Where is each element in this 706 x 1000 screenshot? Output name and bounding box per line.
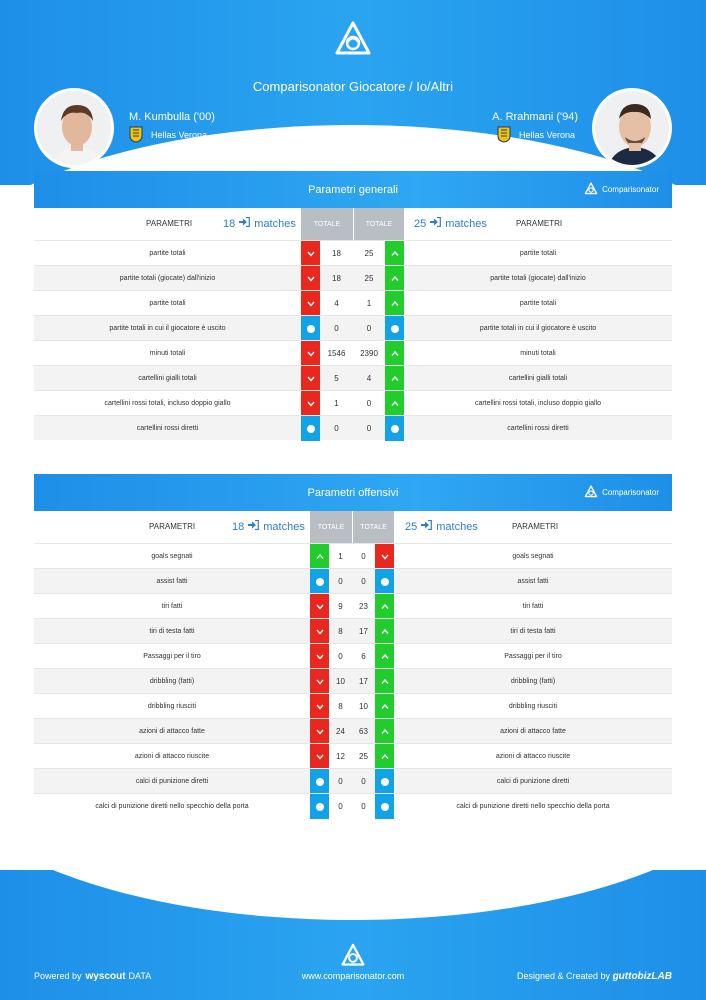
chevron-down-icon — [307, 251, 315, 257]
right-total-value: 2390 — [360, 349, 378, 358]
left-param-label: tiri fatti — [161, 603, 183, 610]
chevron-down-icon — [381, 554, 389, 560]
left-total-value: 18 — [332, 274, 341, 283]
left-param-label: cartellini rossi totali, incluso doppio giallo — [104, 400, 231, 407]
right-matches — [405, 520, 478, 533]
table-row — [34, 340, 672, 365]
left-param-label: cartellini gialli totali — [138, 375, 197, 382]
right-params-header: PARAMETRI — [512, 522, 559, 531]
left-lower-indicator — [310, 719, 329, 744]
table-row — [34, 290, 672, 315]
left-lower-indicator — [310, 619, 329, 644]
left-total-value: 8 — [338, 702, 343, 711]
chevron-up-icon — [316, 554, 324, 560]
left-params-header: PARAMETRI — [146, 219, 193, 228]
sign-in-arrow-icon — [239, 217, 250, 230]
left-matches-label: matches — [263, 520, 305, 533]
chevron-up-icon — [391, 376, 399, 382]
table-row — [34, 693, 672, 718]
chevron-down-icon — [316, 704, 324, 710]
right-param-label: partite totali — [519, 250, 557, 257]
dot-icon — [316, 578, 324, 586]
page-title: Comparisonator Giocatore / Io/Altri — [252, 79, 454, 94]
left-total-value: 0 — [338, 777, 343, 786]
chevron-up-icon — [391, 401, 399, 407]
chevron-down-icon — [316, 654, 324, 660]
left-player-club-label: Hellas Verona — [151, 129, 208, 140]
right-param-label: goals segnati — [512, 553, 554, 560]
table-row — [34, 593, 672, 618]
dot-icon — [391, 325, 399, 333]
left-param-label: azioni di attacco fatte — [139, 728, 205, 735]
left-lower-indicator — [310, 694, 329, 719]
params-table — [34, 543, 672, 818]
right-total-value: 23 — [359, 602, 368, 611]
right-higher-indicator — [385, 391, 404, 416]
table-header — [34, 208, 672, 240]
left-equal-indicator — [310, 769, 329, 794]
right-param-label: assist fatti — [517, 578, 549, 585]
footer-curve — [0, 870, 706, 920]
left-total-value: 9 — [338, 602, 343, 611]
left-total-value: 8 — [338, 627, 343, 636]
right-param-label: minuti totali — [520, 350, 556, 357]
left-param-label: Passaggi per il tiro — [143, 653, 201, 660]
chevron-down-icon — [316, 729, 324, 735]
dot-icon — [307, 425, 315, 433]
left-param-label: goals segnati — [151, 553, 193, 560]
comparisonator-logo-icon — [333, 20, 373, 60]
right-total-value: 0 — [366, 424, 372, 433]
designer-logo: guttobizLAB — [612, 971, 672, 982]
left-param-label: minuti totali — [149, 350, 186, 357]
dot-icon — [391, 425, 399, 433]
left-total-value: 24 — [336, 727, 345, 736]
left-param-label: dribbling riusciti — [147, 703, 197, 710]
section-title: Parametri offensivi — [307, 486, 399, 499]
table-row — [34, 668, 672, 693]
right-total-header: TOTALE — [353, 208, 404, 240]
left-total-header: TOTALE — [301, 208, 353, 240]
table-row — [34, 365, 672, 390]
chevron-up-icon — [381, 729, 389, 735]
section-header — [34, 474, 672, 511]
left-lower-indicator — [310, 644, 329, 669]
left-player-name: M. Kumbulla ('00) — [129, 111, 215, 123]
left-equal-indicator — [301, 316, 320, 341]
chevron-up-icon — [381, 679, 389, 685]
chevron-down-icon — [307, 376, 315, 382]
right-higher-indicator — [375, 744, 394, 769]
sign-in-arrow-icon — [430, 217, 441, 230]
left-total-value: 12 — [336, 752, 345, 761]
right-higher-indicator — [385, 341, 404, 366]
right-param-label: partite totali in cui il giocatore è uscito — [479, 325, 597, 332]
left-lower-indicator — [301, 291, 320, 316]
left-param-label: calci di punizione diretti — [135, 778, 209, 785]
left-equal-indicator — [310, 794, 329, 819]
right-player-club — [497, 126, 575, 143]
comparisonator-logo-icon — [584, 182, 598, 196]
right-matches-label: matches — [436, 520, 478, 533]
left-total-value: 5 — [334, 374, 339, 383]
chevron-down-icon — [307, 351, 315, 357]
chevron-down-icon — [316, 629, 324, 635]
provider-suffix: DATA — [128, 971, 152, 981]
left-total-value: 0 — [334, 324, 339, 333]
left-param-label: cartellini rossi diretti — [136, 425, 199, 432]
left-matches-count: 18 — [223, 217, 236, 230]
right-param-label: cartellini rossi totali, incluso doppio giallo — [474, 400, 602, 407]
left-total-value: 0 — [338, 577, 343, 586]
chevron-up-icon — [381, 704, 389, 710]
right-total-value: 6 — [361, 652, 366, 661]
right-param-label: calci di punizione diretti nello specchio della porta — [456, 803, 610, 810]
left-higher-indicator — [310, 544, 329, 569]
powered-by-label: Powered by — [34, 971, 82, 981]
comparisonator-brand — [584, 485, 659, 499]
dot-icon — [316, 778, 324, 786]
chevron-up-icon — [381, 754, 389, 760]
brand-label: Comparisonator — [602, 487, 659, 497]
right-player-avatar — [592, 88, 672, 168]
right-higher-indicator — [375, 719, 394, 744]
table-row — [34, 265, 672, 290]
footer-banner — [0, 870, 706, 1000]
right-lower-indicator — [375, 544, 394, 569]
table-row — [34, 568, 672, 593]
right-total-value: 63 — [359, 727, 368, 736]
right-params-header: PARAMETRI — [516, 219, 563, 228]
left-lower-indicator — [301, 241, 320, 266]
right-higher-indicator — [385, 266, 404, 291]
right-total-value: 0 — [361, 802, 366, 811]
right-total-value: 25 — [364, 274, 374, 283]
right-matches-label: matches — [445, 217, 487, 230]
left-total-value: 1 — [338, 552, 343, 561]
left-param-label: assist fatti — [156, 578, 188, 585]
chevron-down-icon — [307, 301, 315, 307]
designed-by — [517, 971, 672, 982]
left-params-header: PARAMETRI — [149, 522, 196, 531]
dot-icon — [381, 803, 389, 811]
left-param-label: partite totali — [149, 300, 186, 307]
right-total-value: 0 — [366, 324, 372, 333]
chevron-down-icon — [307, 401, 315, 407]
right-matches — [414, 217, 487, 230]
general-params-section — [34, 171, 672, 440]
designed-by-label: Designed & Created by — [516, 971, 611, 981]
left-total-value: 10 — [336, 677, 345, 686]
right-matches-count: 25 — [414, 217, 427, 230]
left-param-label: partite totali in cui il giocatore è uscito — [109, 325, 226, 332]
left-total-header: TOTALE — [310, 511, 352, 543]
right-param-label: azioni di attacco riuscite — [495, 753, 571, 760]
right-higher-indicator — [375, 644, 394, 669]
right-higher-indicator — [375, 594, 394, 619]
chevron-up-icon — [381, 604, 389, 610]
chevron-up-icon — [391, 251, 399, 257]
chevron-down-icon — [316, 754, 324, 760]
right-total-value: 0 — [361, 777, 366, 786]
right-param-label: cartellini gialli totali — [508, 375, 568, 382]
offensive-params-section — [34, 474, 672, 818]
left-player-avatar — [34, 88, 114, 168]
wyscout-logo: wyscout — [85, 971, 126, 982]
chevron-up-icon — [391, 351, 399, 357]
right-higher-indicator — [385, 291, 404, 316]
table-row — [34, 618, 672, 643]
left-lower-indicator — [301, 391, 320, 416]
website-link[interactable]: www.comparisonator.com — [301, 971, 405, 981]
right-higher-indicator — [385, 366, 404, 391]
right-higher-indicator — [375, 694, 394, 719]
chevron-up-icon — [381, 654, 389, 660]
right-matches-count: 25 — [405, 520, 418, 533]
left-equal-indicator — [301, 416, 320, 441]
left-param-label: azioni di attacco riuscite — [134, 753, 210, 760]
table-row — [34, 390, 672, 415]
right-param-label: dribbling riusciti — [508, 703, 558, 710]
left-equal-indicator — [310, 569, 329, 594]
right-player-club-label: Hellas Verona — [519, 129, 576, 140]
table-row — [34, 718, 672, 743]
section-header — [34, 171, 672, 208]
brand-label: Comparisonator — [602, 184, 659, 194]
left-lower-indicator — [301, 341, 320, 366]
right-higher-indicator — [375, 619, 394, 644]
right-total-value: 0 — [361, 577, 366, 586]
left-param-label: partite totali — [149, 250, 186, 257]
section-title: Parametri generali — [308, 183, 398, 196]
chevron-up-icon — [391, 301, 399, 307]
left-lower-indicator — [310, 669, 329, 694]
right-param-label: Passaggi per il tiro — [504, 653, 562, 660]
left-param-label: tiri di testa fatti — [149, 628, 195, 635]
right-equal-indicator — [375, 769, 394, 794]
chevron-down-icon — [316, 604, 324, 610]
dot-icon — [381, 778, 389, 786]
header-banner — [0, 0, 706, 185]
sign-in-arrow-icon — [248, 520, 259, 533]
left-total-value: 4 — [334, 299, 339, 308]
left-matches — [232, 520, 305, 533]
right-total-value: 0 — [366, 399, 372, 408]
left-param-label: calci di punizione diretti nello specchio della porta — [95, 803, 249, 810]
comparisonator-logo-icon — [584, 485, 598, 499]
left-matches-count: 18 — [232, 520, 245, 533]
right-player-name: A. Rrahmani ('94) — [492, 111, 578, 123]
right-param-label: partite totali (giocate) dall'inizio — [490, 275, 586, 282]
right-higher-indicator — [375, 669, 394, 694]
table-row — [34, 315, 672, 340]
right-total-value: 17 — [359, 627, 368, 636]
right-higher-indicator — [385, 241, 404, 266]
left-lower-indicator — [310, 744, 329, 769]
right-param-label: calci di punizione diretti — [496, 778, 570, 785]
table-header — [34, 511, 672, 543]
left-total-value: 0 — [338, 652, 343, 661]
table-row — [34, 768, 672, 793]
right-equal-indicator — [385, 416, 404, 441]
left-player-club — [129, 126, 207, 143]
right-total-header: TOTALE — [352, 511, 394, 543]
right-equal-indicator — [385, 316, 404, 341]
table-row — [34, 743, 672, 768]
chevron-up-icon — [381, 629, 389, 635]
params-table — [34, 240, 672, 440]
left-matches — [223, 217, 296, 230]
table-row — [34, 543, 672, 568]
right-param-label: dribbling (fatti) — [510, 678, 556, 685]
right-param-label: tiri di testa fatti — [510, 628, 556, 635]
right-param-label: partite totali — [519, 300, 557, 307]
dot-icon — [381, 578, 389, 586]
left-matches-label: matches — [254, 217, 296, 230]
right-equal-indicator — [375, 569, 394, 594]
left-total-value: 18 — [332, 249, 341, 258]
left-total-value: 0 — [334, 424, 339, 433]
table-row — [34, 240, 672, 265]
right-param-label: cartellini rossi diretti — [507, 425, 569, 432]
dot-icon — [307, 325, 315, 333]
right-total-value: 0 — [361, 552, 366, 561]
sign-in-arrow-icon — [421, 520, 432, 533]
left-lower-indicator — [301, 366, 320, 391]
dot-icon — [316, 803, 324, 811]
comparisonator-logo-icon — [340, 943, 366, 969]
right-total-value: 17 — [359, 677, 368, 686]
left-lower-indicator — [301, 266, 320, 291]
chevron-down-icon — [307, 276, 315, 282]
right-param-label: azioni di attacco fatte — [500, 728, 566, 735]
comparisonator-brand — [584, 182, 659, 196]
right-equal-indicator — [375, 794, 394, 819]
chevron-up-icon — [391, 276, 399, 282]
left-lower-indicator — [310, 594, 329, 619]
left-param-label: dribbling (fatti) — [149, 678, 195, 685]
hellas-verona-badge-icon — [129, 126, 143, 143]
left-total-value: 1546 — [327, 349, 346, 358]
table-row — [34, 643, 672, 668]
right-total-value: 1 — [366, 299, 372, 308]
left-total-value: 1 — [334, 399, 339, 408]
chevron-down-icon — [316, 679, 324, 685]
table-row — [34, 415, 672, 440]
right-total-value: 25 — [364, 249, 374, 258]
right-param-label: tiri fatti — [522, 603, 544, 610]
right-total-value: 25 — [359, 752, 368, 761]
left-total-value: 0 — [338, 802, 343, 811]
left-param-label: partite totali (giocate) dall'inizio — [119, 275, 216, 282]
right-total-value: 4 — [366, 374, 372, 383]
right-total-value: 10 — [359, 702, 368, 711]
table-row — [34, 793, 672, 818]
hellas-verona-badge-icon — [497, 126, 511, 143]
